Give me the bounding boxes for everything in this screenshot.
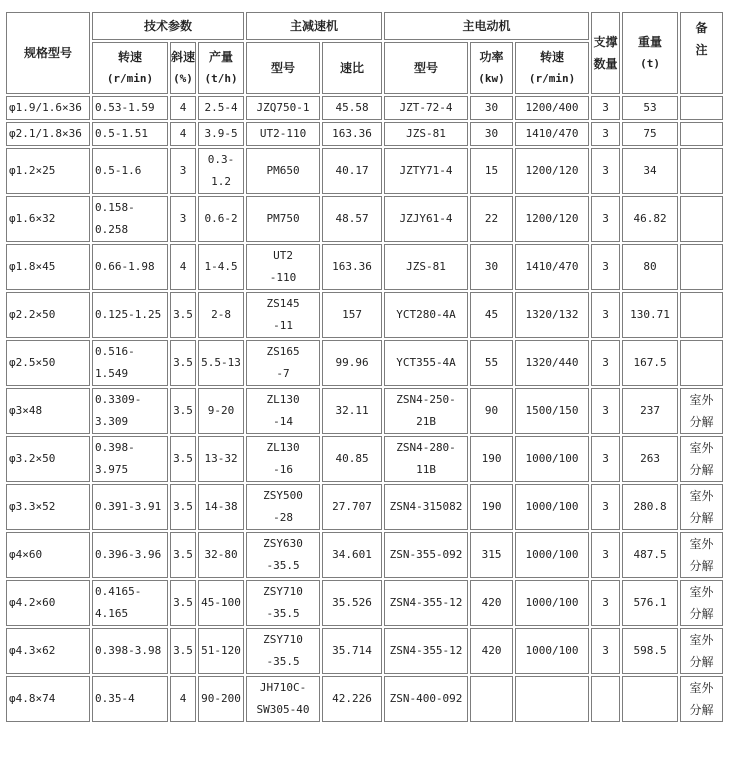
cell-reducer-model <box>246 292 320 338</box>
cell-reducer-model <box>246 532 320 578</box>
table-row <box>6 628 723 674</box>
cell-remark-line: 室外 <box>689 489 714 503</box>
cell-reducer-model-line: ZL130 <box>266 393 300 406</box>
cell-reducer-model <box>246 628 320 674</box>
header-weight-unit: (t) <box>640 57 660 70</box>
header-support-line2: 数量 <box>593 57 618 71</box>
table-row <box>6 244 723 290</box>
cell-output: 5.5-13 <box>198 340 244 386</box>
header-model: 规格型号 <box>6 12 90 94</box>
cell-motor-power: 30 <box>470 96 513 120</box>
cell-motor-model <box>384 628 468 674</box>
cell-motor-power: 22 <box>470 196 513 242</box>
cell-motor-model-line: ZSN4-280- <box>396 441 456 454</box>
cell-motor-model-line: 11B <box>416 463 436 476</box>
cell-reducer-model-line: -35.5 <box>266 607 300 620</box>
cell-reducer-ratio: 45.58 <box>322 96 382 120</box>
cell-motor-model-line: JZJY61-4 <box>399 212 453 225</box>
header-row-top <box>6 12 723 40</box>
cell-output: 1-4.5 <box>198 244 244 290</box>
cell-motor-power: 190 <box>470 436 513 482</box>
cell-reducer-model-line: JH710C- <box>259 681 307 694</box>
cell-model: φ4.3×62 <box>6 628 90 674</box>
cell-model: φ1.2×25 <box>6 148 90 194</box>
cell-motor-model <box>384 292 468 338</box>
cell-support: 3 <box>591 122 620 146</box>
cell-motor-model-line: YCT355-4A <box>396 356 456 369</box>
cell-remark-line: 分解 <box>689 655 714 669</box>
header-motor-speed-label: 转速 <box>540 50 565 64</box>
cell-motor-power <box>470 676 513 722</box>
cell-speed: 0.35-4 <box>92 676 168 722</box>
table-row <box>6 196 723 242</box>
cell-reducer-model-line: ZSY500 <box>263 489 303 502</box>
cell-reducer-model-line: -28 <box>273 511 293 524</box>
spec-table-body <box>6 96 723 722</box>
cell-weight: 487.5 <box>622 532 678 578</box>
cell-remark <box>680 628 723 674</box>
cell-motor-power: 90 <box>470 388 513 434</box>
cell-reducer-ratio: 40.85 <box>322 436 382 482</box>
cell-motor-speed: 1000/100 <box>515 532 589 578</box>
cell-motor-model-line: ZSN4-355-12 <box>389 644 463 657</box>
cell-reducer-model <box>246 484 320 530</box>
cell-support: 3 <box>591 484 620 530</box>
cell-weight: 167.5 <box>622 340 678 386</box>
cell-weight: 46.82 <box>622 196 678 242</box>
cell-motor-speed: 1000/100 <box>515 580 589 626</box>
header-slope-unit: (%) <box>173 72 193 85</box>
cell-motor-model-line: ZSN-355-092 <box>389 548 463 561</box>
cell-motor-speed: 1320/132 <box>515 292 589 338</box>
cell-model: φ3.2×50 <box>6 436 90 482</box>
cell-slope: 3.5 <box>170 388 196 434</box>
cell-reducer-model <box>246 388 320 434</box>
cell-speed: 0.53-1.59 <box>92 96 168 120</box>
cell-motor-model <box>384 676 468 722</box>
cell-slope: 4 <box>170 676 196 722</box>
cell-reducer-ratio: 163.36 <box>322 122 382 146</box>
cell-motor-power: 30 <box>470 244 513 290</box>
cell-support: 3 <box>591 244 620 290</box>
cell-motor-model <box>384 148 468 194</box>
table-row <box>6 388 723 434</box>
cell-motor-model <box>384 436 468 482</box>
cell-reducer-model <box>246 580 320 626</box>
cell-speed: 0.516-1.549 <box>92 340 168 386</box>
cell-remark <box>680 96 723 120</box>
header-support-line1: 支撑 <box>593 35 618 49</box>
cell-motor-model-line: ZSN4-315082 <box>389 500 463 513</box>
cell-weight: 80 <box>622 244 678 290</box>
cell-remark-line: 室外 <box>689 393 714 407</box>
cell-support: 3 <box>591 628 620 674</box>
cell-reducer-ratio: 163.36 <box>322 244 382 290</box>
cell-reducer-model-line: -16 <box>273 463 293 476</box>
header-motor-power-label: 功率 <box>479 50 504 64</box>
cell-reducer-model-line: -14 <box>273 415 293 428</box>
cell-reducer-model-line: UT2 <box>273 249 293 262</box>
header-motor-speed <box>515 42 589 94</box>
header-output-label: 产量 <box>209 50 234 64</box>
cell-motor-model <box>384 122 468 146</box>
cell-motor-speed: 1200/120 <box>515 196 589 242</box>
cell-slope: 3.5 <box>170 292 196 338</box>
cell-support: 3 <box>591 580 620 626</box>
cell-weight: 576.1 <box>622 580 678 626</box>
cell-slope: 3.5 <box>170 484 196 530</box>
cell-remark-line: 室外 <box>689 633 714 647</box>
cell-motor-power: 420 <box>470 580 513 626</box>
cell-support: 3 <box>591 196 620 242</box>
cell-reducer-model <box>246 148 320 194</box>
cell-motor-speed: 1320/440 <box>515 340 589 386</box>
header-slope <box>170 42 196 94</box>
header-reducer-model: 型号 <box>246 42 320 94</box>
cell-motor-model <box>384 580 468 626</box>
cell-model: φ3.3×52 <box>6 484 90 530</box>
cell-reducer-model-line: -35.5 <box>266 655 300 668</box>
table-row <box>6 340 723 386</box>
header-output <box>198 42 244 94</box>
cell-reducer-model <box>246 122 320 146</box>
cell-weight: 34 <box>622 148 678 194</box>
cell-support: 3 <box>591 96 620 120</box>
cell-remark <box>680 244 723 290</box>
cell-motor-power: 15 <box>470 148 513 194</box>
cell-remark <box>680 292 723 338</box>
cell-support: 3 <box>591 532 620 578</box>
cell-slope: 4 <box>170 244 196 290</box>
cell-motor-speed <box>515 676 589 722</box>
cell-output: 2.5-4 <box>198 96 244 120</box>
cell-remark <box>680 122 723 146</box>
cell-speed: 0.5-1.51 <box>92 122 168 146</box>
cell-model: φ2.1/1.8×36 <box>6 122 90 146</box>
header-remark-line1: 备 <box>695 21 708 35</box>
cell-reducer-model-line: PM750 <box>266 212 300 225</box>
header-tech-params: 技术参数 <box>92 12 244 40</box>
cell-speed: 0.391-3.91 <box>92 484 168 530</box>
cell-motor-speed: 1500/150 <box>515 388 589 434</box>
table-row <box>6 484 723 530</box>
header-remark-line2: 注 <box>695 43 708 57</box>
cell-motor-model <box>384 532 468 578</box>
cell-motor-speed: 1000/100 <box>515 436 589 482</box>
header-support <box>591 12 620 94</box>
header-remark <box>680 12 723 94</box>
cell-slope: 3.5 <box>170 580 196 626</box>
cell-reducer-model-line: -110 <box>269 271 297 284</box>
cell-reducer-ratio: 35.714 <box>322 628 382 674</box>
cell-support: 3 <box>591 148 620 194</box>
header-motor-model: 型号 <box>384 42 468 94</box>
cell-remark-line: 分解 <box>689 559 714 573</box>
cell-reducer-model <box>246 676 320 722</box>
cell-output: 9-20 <box>198 388 244 434</box>
cell-remark-line: 分解 <box>689 463 714 477</box>
cell-remark <box>680 532 723 578</box>
kiln-spec-table <box>4 10 725 724</box>
cell-weight: 53 <box>622 96 678 120</box>
table-row <box>6 580 723 626</box>
header-reducer-ratio: 速比 <box>322 42 382 94</box>
cell-weight <box>622 676 678 722</box>
cell-remark-line: 分解 <box>689 415 714 429</box>
cell-reducer-model-line: ZL130 <box>266 441 300 454</box>
table-row <box>6 122 723 146</box>
cell-speed: 0.158-0.258 <box>92 196 168 242</box>
cell-motor-model-line: ZSN4-355-12 <box>389 596 463 609</box>
cell-output: 2-8 <box>198 292 244 338</box>
cell-speed: 0.398-3.975 <box>92 436 168 482</box>
cell-motor-power: 190 <box>470 484 513 530</box>
cell-motor-model-line: JZT-72-4 <box>399 101 453 114</box>
cell-remark-line: 室外 <box>689 537 714 551</box>
cell-reducer-ratio: 35.526 <box>322 580 382 626</box>
cell-output: 0.3-1.2 <box>198 148 244 194</box>
cell-reducer-model-line: -35.5 <box>266 559 300 572</box>
cell-slope: 3 <box>170 196 196 242</box>
cell-motor-model <box>384 340 468 386</box>
cell-reducer-model-line: ZSY710 <box>263 585 303 598</box>
cell-support: 3 <box>591 292 620 338</box>
cell-output: 90-200 <box>198 676 244 722</box>
cell-reducer-model <box>246 436 320 482</box>
cell-model: φ1.9/1.6×36 <box>6 96 90 120</box>
cell-speed: 0.398-3.98 <box>92 628 168 674</box>
cell-speed: 0.396-3.96 <box>92 532 168 578</box>
cell-remark <box>680 436 723 482</box>
cell-weight: 263 <box>622 436 678 482</box>
header-reducer: 主减速机 <box>246 12 382 40</box>
cell-motor-model-line: ZSN-400-092 <box>389 692 463 705</box>
cell-speed: 0.125-1.25 <box>92 292 168 338</box>
cell-model: φ2.2×50 <box>6 292 90 338</box>
header-motor-power <box>470 42 513 94</box>
cell-slope: 3.5 <box>170 532 196 578</box>
cell-motor-model-line: YCT280-4A <box>396 308 456 321</box>
cell-motor-model-line: ZSN4-250- <box>396 393 456 406</box>
cell-remark <box>680 196 723 242</box>
cell-remark-line: 室外 <box>689 441 714 455</box>
cell-weight: 598.5 <box>622 628 678 674</box>
header-weight-label: 重量 <box>638 35 663 49</box>
table-row <box>6 96 723 120</box>
cell-motor-speed: 1200/400 <box>515 96 589 120</box>
cell-output: 32-80 <box>198 532 244 578</box>
header-weight <box>622 12 678 94</box>
cell-remark-line: 分解 <box>689 703 714 717</box>
cell-reducer-model-line: ZSY710 <box>263 633 303 646</box>
cell-remark-line: 室外 <box>689 585 714 599</box>
cell-motor-power: 315 <box>470 532 513 578</box>
cell-reducer-model-line: -11 <box>273 319 293 332</box>
cell-support: 3 <box>591 436 620 482</box>
cell-reducer-ratio: 34.601 <box>322 532 382 578</box>
cell-reducer-model <box>246 340 320 386</box>
cell-weight: 280.8 <box>622 484 678 530</box>
cell-reducer-ratio: 40.17 <box>322 148 382 194</box>
cell-reducer-ratio: 32.11 <box>322 388 382 434</box>
cell-motor-model-line: JZS-81 <box>406 260 446 273</box>
cell-reducer-ratio: 48.57 <box>322 196 382 242</box>
cell-model: φ4×60 <box>6 532 90 578</box>
cell-output: 13-32 <box>198 436 244 482</box>
cell-motor-model <box>384 388 468 434</box>
cell-motor-power: 420 <box>470 628 513 674</box>
cell-remark-line: 室外 <box>689 681 714 695</box>
cell-motor-model <box>384 96 468 120</box>
table-row <box>6 292 723 338</box>
cell-reducer-model-line: SW305-40 <box>256 703 310 716</box>
header-motor-power-unit: (kw) <box>478 72 505 85</box>
cell-output: 45-100 <box>198 580 244 626</box>
cell-model: φ4.2×60 <box>6 580 90 626</box>
cell-slope: 3.5 <box>170 628 196 674</box>
header-slope-label: 斜速 <box>171 50 196 64</box>
cell-speed: 0.5-1.6 <box>92 148 168 194</box>
cell-remark <box>680 388 723 434</box>
cell-reducer-ratio: 157 <box>322 292 382 338</box>
cell-remark <box>680 340 723 386</box>
table-row <box>6 532 723 578</box>
cell-motor-model <box>384 196 468 242</box>
cell-reducer-model <box>246 196 320 242</box>
cell-remark-line: 分解 <box>689 607 714 621</box>
cell-model: φ1.6×32 <box>6 196 90 242</box>
header-output-unit: (t/h) <box>204 72 238 85</box>
cell-remark <box>680 484 723 530</box>
cell-reducer-model <box>246 96 320 120</box>
cell-speed: 0.66-1.98 <box>92 244 168 290</box>
cell-output: 51-120 <box>198 628 244 674</box>
header-motor: 主电动机 <box>384 12 589 40</box>
cell-motor-speed: 1000/100 <box>515 484 589 530</box>
cell-output: 3.9-5 <box>198 122 244 146</box>
cell-reducer-model-line: ZS165 <box>266 345 300 358</box>
cell-motor-model-line: JZS-81 <box>406 127 446 140</box>
cell-model: φ4.8×74 <box>6 676 90 722</box>
cell-speed: 0.3309-3.309 <box>92 388 168 434</box>
header-motor-speed-unit: (r/min) <box>528 72 576 85</box>
cell-remark <box>680 148 723 194</box>
cell-weight: 130.71 <box>622 292 678 338</box>
table-row <box>6 148 723 194</box>
cell-reducer-ratio: 42.226 <box>322 676 382 722</box>
cell-model: φ2.5×50 <box>6 340 90 386</box>
cell-reducer-ratio: 27.707 <box>322 484 382 530</box>
cell-weight: 75 <box>622 122 678 146</box>
cell-motor-speed: 1000/100 <box>515 628 589 674</box>
table-row <box>6 676 723 722</box>
cell-motor-model-line: 21B <box>416 415 436 428</box>
cell-support: 3 <box>591 340 620 386</box>
cell-output: 0.6-2 <box>198 196 244 242</box>
cell-slope: 3.5 <box>170 340 196 386</box>
cell-reducer-model-line: JZQ750-1 <box>256 101 310 114</box>
cell-reducer-model-line: PM650 <box>266 164 300 177</box>
cell-motor-speed: 1410/470 <box>515 122 589 146</box>
header-speed-unit: (r/min) <box>106 72 154 85</box>
cell-reducer-ratio: 99.96 <box>322 340 382 386</box>
cell-motor-model-line: JZTY71-4 <box>399 164 453 177</box>
cell-reducer-model-line: ZSY630 <box>263 537 303 550</box>
cell-motor-model <box>384 244 468 290</box>
header-speed-label: 转速 <box>117 50 142 64</box>
cell-model: φ3×48 <box>6 388 90 434</box>
cell-reducer-model <box>246 244 320 290</box>
cell-slope: 3 <box>170 148 196 194</box>
table-row <box>6 436 723 482</box>
cell-motor-speed: 1410/470 <box>515 244 589 290</box>
cell-reducer-model-line: -7 <box>276 367 290 380</box>
cell-motor-model <box>384 484 468 530</box>
cell-support <box>591 676 620 722</box>
cell-slope: 4 <box>170 122 196 146</box>
header-speed <box>92 42 168 94</box>
cell-model: φ1.8×45 <box>6 244 90 290</box>
cell-slope: 4 <box>170 96 196 120</box>
cell-output: 14-38 <box>198 484 244 530</box>
cell-reducer-model-line: ZS145 <box>266 297 300 310</box>
cell-remark <box>680 676 723 722</box>
cell-motor-speed: 1200/120 <box>515 148 589 194</box>
cell-support: 3 <box>591 388 620 434</box>
cell-speed: 0.4165-4.165 <box>92 580 168 626</box>
cell-slope: 3.5 <box>170 436 196 482</box>
cell-motor-power: 55 <box>470 340 513 386</box>
cell-weight: 237 <box>622 388 678 434</box>
cell-reducer-model-line: UT2-110 <box>259 127 307 140</box>
cell-motor-power: 30 <box>470 122 513 146</box>
cell-remark-line: 分解 <box>689 511 714 525</box>
cell-motor-power: 45 <box>470 292 513 338</box>
cell-remark <box>680 580 723 626</box>
